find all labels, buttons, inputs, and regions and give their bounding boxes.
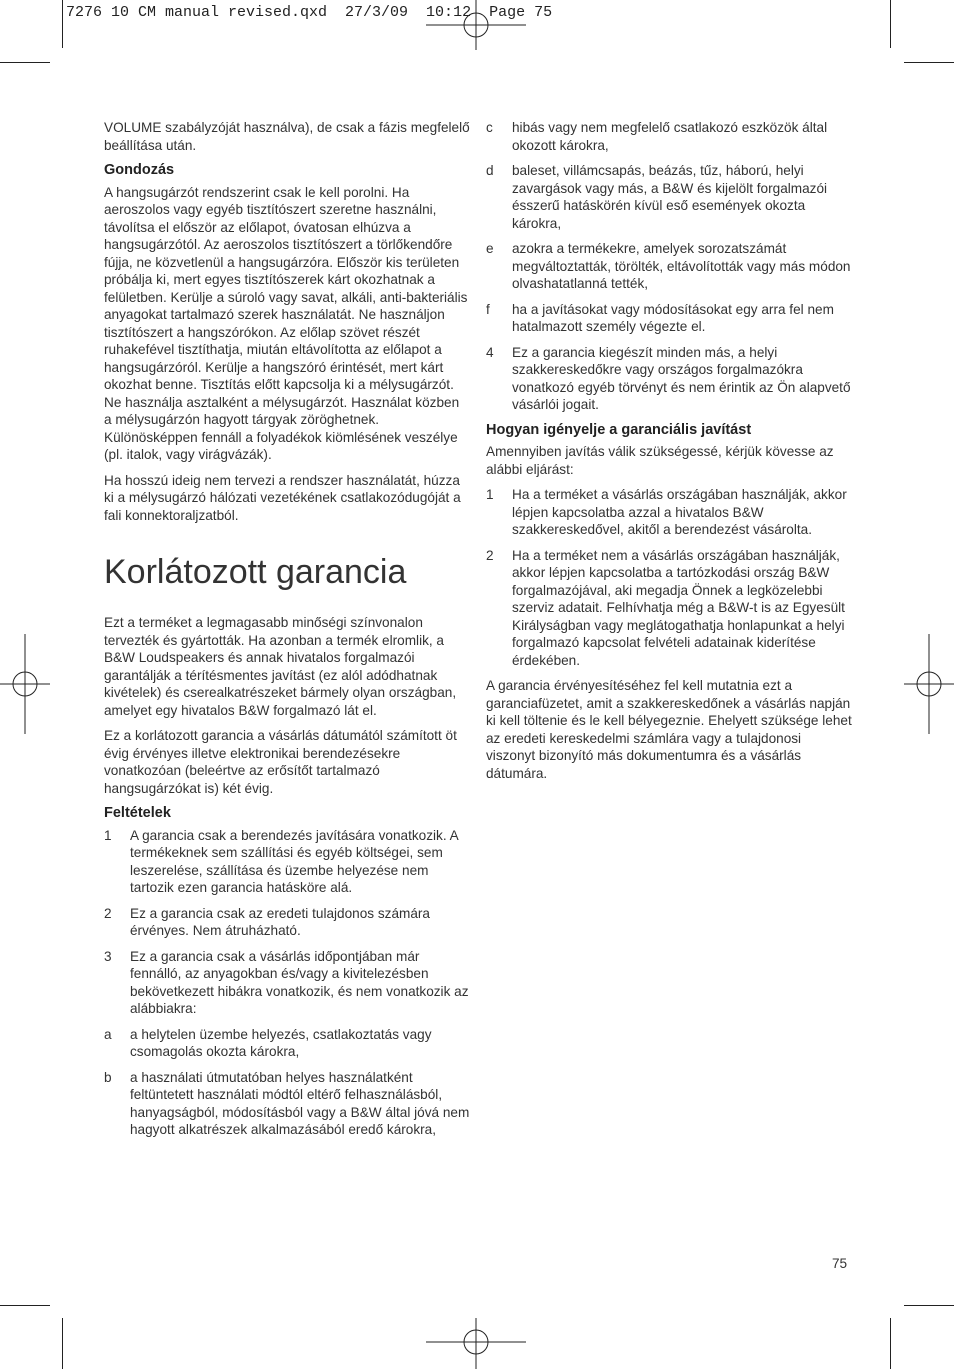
- list-item-text: baleset, villámcsapás, beázás, tűz, háború, helyi zavargások vagy más, a B&W és kijelölt forgalmazói ésszerű hatáskörén kívül eső események okozta károkra,: [512, 163, 828, 231]
- list-item: [104, 827, 470, 897]
- closing-paragraph: A garancia érvényesítéséhez fel kell mutatnia ezt a garanciafüzetet, amit a szakkereskedőnek a vásárlás napján ki kell töltenie és le kell bélyegeznie. Ehelyett szüksége lehet az eredeti kereskedelmi számlára vagy a tulajdonosi viszonyt bizonyító más dokumentumra és a vásárlás dátumára.: [486, 678, 852, 781]
- crop-mark: [904, 1305, 954, 1306]
- list-item-label: b: [104, 1069, 112, 1085]
- registration-mark-bottom: [426, 1318, 528, 1369]
- list-item-text: Ez a garancia csak az eredeti tulajdonos számára érvényes. Nem átruházható.: [130, 905, 430, 938]
- gondozas-paragraph-1: A hangsugárzót rendszerint csak le kell porolni. Ha aeroszolos vagy egyéb tisztítószert szeretne használni, távolítsa el először az előlapot, óvatosan elhúzva a hangsugárzótól. Az aeroszolos tisztítószert a törlőkendőre fújja, ne közvetlenül a hangsugárzóra. Először kis területen próbálja ki, mert egyes tisztítószerek kárt okozhatnak a felületben. Kerülje a súroló vagy savat, alkáli, anti-bakteriális anyagokat tartalmazó szerek használatát. Ne használjon tisztítószert a hangszórókon. Az előlap szövet részét ruhakefével tisztíthatja, miután eltávolította az előlapot a hangsugárzóról. Kerülje a hangszóró érintését, mert kárt okozhat benne. Tisztítás előtt kapcsolja ki a mélysugárzót. Ne használja asztalként a mélysugárzót. Használat közben a mélysugárzón hagyott tárgyak zöröghetnek. Különösképpen fennáll a folyadékok kiömlésének veszélye (pl. italok, vagy virágvázák).: [104, 184, 468, 462]
- registration-mark-right: [904, 634, 954, 736]
- list-item: [104, 1069, 470, 1139]
- section-heading-hogyan: Hogyan igényelje a garanciális javítást: [486, 421, 752, 438]
- list-item-label: 2: [486, 547, 494, 563]
- crop-mark: [890, 1318, 891, 1369]
- crop-mark: [0, 1305, 50, 1306]
- section-heading-feltetelek: Feltételek: [104, 805, 171, 821]
- registration-mark-top: [426, 0, 528, 50]
- crop-mark: [890, 0, 891, 48]
- page-number: 75: [832, 1256, 848, 1271]
- registration-mark-left: [0, 634, 50, 736]
- list-item-text: azokra a termékekre, amelyek sorozatszámát megváltoztatták, törölték, eltávolították vagy más módon olvashatatlanná tették,: [512, 241, 851, 291]
- list-item-text: a használati útmutatóban helyes használatként feltüntetett használati módtól eltérő felhasználásból, hanyagságból, módosításból vagy a B&W által jóvá nem hagyott alkatrészek alkalmazásából eredő károkra,: [130, 1069, 470, 1137]
- section-heading-gondozas: Gondozás: [104, 162, 175, 178]
- list-item-label: d: [486, 163, 494, 178]
- list-item-label: 1: [104, 827, 112, 843]
- gondozas-paragraph-2: Ha hosszú ideig nem tervezi a rendszer használatát, húzza ki a mélysugárzó hálózati vezetékének csatlakozódugóját a fali konnektoraljzatból.: [104, 472, 461, 523]
- hogyan-intro: Amennyiben javítás válik szükségessé, kérjük kövesse az alábbi eljárást:: [486, 444, 834, 477]
- list-item-text: Ez a garancia csak a vásárlás időpontjában már fennálló, az anyagokban és/vagy a kivitelezésben bekövetkezett hibákra vonatkozik, és nem vonatkozik az alábbiakra:: [130, 948, 469, 1016]
- list-item: [486, 301, 852, 336]
- list-item-text: Ha a terméket nem a vásárlás országában használják, akkor lépjen kapcsolatba a tartózkodási ország B&W forgalmazójával, aki megadja Önnek a legközelebbi szerviz adatait. Felhívhatja még a B&W-t is az Egyesült Királyságban vagy meglátogathatja honlapunkat a helyi forgalmazó kapcsolat felvételi adatainak kiderítése érdekében.: [512, 547, 845, 668]
- crop-mark: [0, 62, 50, 63]
- list-item-text: Ez a garancia kiegészít minden más, a helyi szakkereskedőkre vagy országos forgalmazókra vonatkozó egyéb törvényt és nem érintik az Ön alapvető vásárlói jogait.: [512, 344, 851, 412]
- list-item-text: a helytelen üzembe helyezés, csatlakoztatás vagy csomagolás okozta károkra,: [130, 1026, 432, 1059]
- list-item-label: e: [486, 241, 494, 256]
- list-item: [486, 344, 852, 414]
- list-item-label: 3: [104, 948, 112, 964]
- list-item: [104, 905, 470, 940]
- right-column: [486, 119, 852, 790]
- list-item-text: hibás vagy nem megfelelő csatlakozó eszközök által okozott károkra,: [512, 120, 828, 153]
- list-item: [486, 547, 852, 670]
- list-item-label: a: [104, 1026, 112, 1042]
- garancia-paragraph-2: Ez a korlátozott garancia a vásárlás dátumától számított öt évig érvényes illetve elektronikai berendezésekre vonatkozóan (beleértve az erősítőt tartalmazó hangsugárzókat is) két évig.: [104, 728, 457, 796]
- list-item-text: A garancia csak a berendezés javítására vonatkozik. A termékeknek sem szállítási és egyéb költségei, sem leszerelése, szállítása és üzembe helyezése nem tartozik ezen garancia hatásköre alá.: [130, 827, 458, 895]
- page-title: Korlátozott garancia: [104, 553, 407, 591]
- list-item-label: 1: [486, 487, 494, 502]
- garancia-paragraph-1: Ezt a terméket a legmagasabb minőségi színvonalon tervezték és gyártották. Ha azonban a termék elromlik, a B&W Loudspeakers és annak hivatalos forgalmazói garantálják a térítésmentes javítást (ez alól adódhatnak kivételek) és cserealkatrészeket bármely olyan országban, amelyet egy hivatalos B&W forgalmazó lát el.: [104, 615, 457, 718]
- crop-mark: [904, 62, 954, 63]
- list-item: [486, 486, 852, 539]
- list-item-label: 4: [486, 344, 494, 360]
- left-column: [104, 119, 470, 1147]
- list-item: [104, 948, 470, 1018]
- list-item: [486, 119, 852, 154]
- list-item: [104, 1026, 470, 1061]
- list-item-label: f: [486, 301, 490, 317]
- print-slug: 7276 10 CM manual revised.qxd 27/3/09 10:12 Page 75: [66, 4, 553, 21]
- crop-mark: [62, 0, 63, 48]
- crop-mark: [62, 1318, 63, 1369]
- intro-paragraph: VOLUME szabályzóját használva), de csak a fázis megfelelő beállítása után.: [104, 120, 470, 153]
- list-item-label: 2: [104, 905, 112, 921]
- list-item-label: c: [486, 120, 493, 135]
- list-item-text: Ha a terméket a vásárlás országában használják, akkor lépjen kapcsolatba azzal a hivatalos B&W szakkereskedővel, akitől a berendezést vásárolta.: [512, 487, 847, 537]
- list-item: [486, 240, 852, 293]
- list-item-text: ha a javításokat vagy módosításokat egy arra fel nem hatalmazott személy végezte el.: [512, 301, 834, 334]
- list-item: [486, 162, 852, 232]
